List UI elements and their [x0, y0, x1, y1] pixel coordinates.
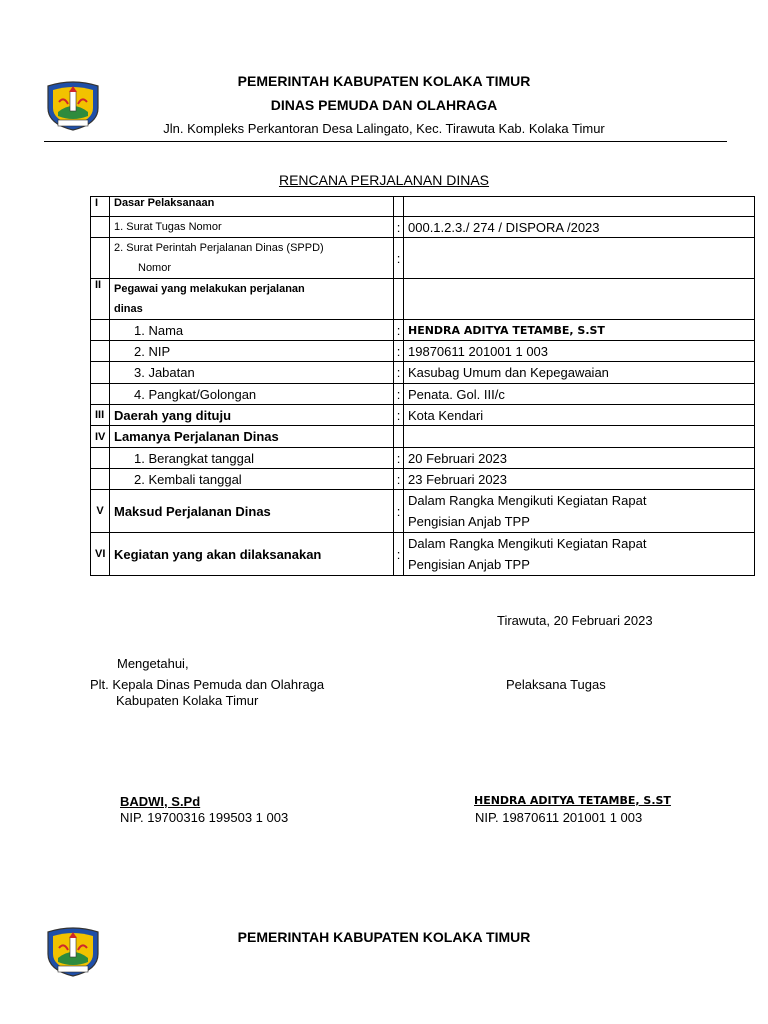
next-page-government-name: PEMERINTAH KABUPATEN KOLAKA TIMUR: [237, 929, 531, 945]
item-label-line: 2. Surat Perintah Perjalanan Dinas (SPPD): [114, 242, 324, 254]
colon: :: [394, 448, 404, 469]
colon: :: [394, 405, 404, 426]
item-label: 1. Berangkat tanggal: [110, 448, 394, 469]
left-signer-name: BADWI, S.Pd: [120, 794, 201, 809]
colon: :: [394, 238, 404, 279]
left-signer-position: Plt. Kepala Dinas Pemuda dan Olahraga: [90, 677, 325, 692]
number-cell: [91, 320, 110, 341]
item-value: 20 Februari 2023: [404, 448, 755, 469]
number-cell: [91, 469, 110, 490]
section-number: VI: [91, 533, 110, 576]
item-value: Kasubag Umum dan Kepegawaian: [404, 362, 755, 384]
number-cell: [91, 217, 110, 238]
header-address: Jln. Kompleks Perkantoran Desa Lalingato, Kec. Tirawuta Kab. Kolaka Timur: [163, 121, 605, 136]
table-row: [91, 469, 755, 490]
section-label: Kegiatan yang akan dilaksanakan: [110, 533, 394, 576]
item-value-line: Dalam Rangka Mengikuti Kegiatan Rapat: [408, 536, 647, 551]
section-number: II: [91, 279, 110, 320]
item-value: Kota Kendari: [404, 405, 755, 426]
value-cell: [404, 426, 755, 448]
section-label: [110, 279, 394, 320]
left-signer-region: Kabupaten Kolaka Timur: [116, 693, 259, 708]
number-cell: [91, 341, 110, 362]
table-row: [91, 362, 755, 384]
header-government-name: PEMERINTAH KABUPATEN KOLAKA TIMUR: [237, 73, 531, 89]
table-row: [91, 490, 755, 533]
number-cell: [91, 384, 110, 405]
table-row: [91, 405, 755, 426]
section-number: IV: [91, 426, 110, 448]
item-label: 1. Surat Tugas Nomor: [110, 217, 394, 238]
colon: :: [394, 490, 404, 533]
table-row: [91, 533, 755, 576]
table-row: [91, 217, 755, 238]
item-label: 2. Kembali tanggal: [110, 469, 394, 490]
section-label-line: Pegawai yang melakukan perjalanan: [114, 283, 305, 295]
item-label: 3. Jabatan: [110, 362, 394, 384]
colon: :: [394, 362, 404, 384]
colon: :: [394, 533, 404, 576]
header-department-name: DINAS PEMUDA DAN OLAHRAGA: [270, 97, 498, 113]
separator-cell: [394, 426, 404, 448]
header-divider: [44, 141, 727, 142]
item-label: [110, 238, 394, 279]
item-value: 23 Februari 2023: [404, 469, 755, 490]
section-number: I: [91, 197, 110, 217]
right-signer-name: HENDRA ADITYA TETAMBE, S.ST: [474, 794, 671, 807]
item-label: 1. Nama: [110, 320, 394, 341]
colon: :: [394, 469, 404, 490]
item-label: 2. NIP: [110, 341, 394, 362]
section-number: V: [91, 490, 110, 533]
item-value: [404, 533, 755, 576]
section-label: Maksud Perjalanan Dinas: [110, 490, 394, 533]
section-label: Daerah yang dituju: [110, 405, 394, 426]
section-number: III: [91, 405, 110, 426]
item-label-line: Nomor: [138, 262, 172, 274]
item-value: HENDRA ADITYA TETAMBE, S.ST: [404, 320, 755, 341]
left-signer-nip: NIP. 19700316 199503 1 003: [120, 810, 289, 825]
value-cell: [404, 197, 755, 217]
table-row: [91, 341, 755, 362]
place-date: Tirawuta, 20 Februari 2023: [497, 613, 653, 628]
table-row: [91, 448, 755, 469]
item-value: 000.1.2.3./ 274 / DISPORA /2023: [404, 217, 755, 238]
table-row: [91, 279, 755, 320]
table-row: [91, 238, 755, 279]
section-label: Dasar Pelaksanaan: [110, 197, 394, 217]
separator-cell: [394, 279, 404, 320]
colon: :: [394, 341, 404, 362]
colon: :: [394, 384, 404, 405]
item-value: [404, 238, 755, 279]
item-value-line: Pengisian Anjab TPP: [408, 514, 530, 529]
right-signer-nip: NIP. 19870611 201001 1 003: [475, 810, 643, 825]
acknowledge-text: Mengetahui,: [117, 656, 189, 671]
table-row: [91, 426, 755, 448]
item-value-line: Pengisian Anjab TPP: [408, 557, 530, 572]
item-value: 19870611 201001 1 003: [404, 341, 755, 362]
item-value: Penata. Gol. III/c: [404, 384, 755, 405]
item-value-line: Dalam Rangka Mengikuti Kegiatan Rapat: [408, 493, 647, 508]
table-row: [91, 384, 755, 405]
right-signer-position: Pelaksana Tugas: [506, 677, 606, 692]
number-cell: [91, 238, 110, 279]
colon: :: [394, 217, 404, 238]
table-row: [91, 197, 755, 217]
table-row: [91, 320, 755, 341]
number-cell: [91, 362, 110, 384]
item-label: 4. Pangkat/Golongan: [110, 384, 394, 405]
document-title: RENCANA PERJALANAN DINAS: [278, 172, 490, 188]
value-cell: [404, 279, 755, 320]
section-label: Lamanya Perjalanan Dinas: [110, 426, 394, 448]
colon: :: [394, 320, 404, 341]
travel-plan-table: [90, 196, 755, 576]
number-cell: [91, 448, 110, 469]
separator-cell: [394, 197, 404, 217]
section-label-line: dinas: [114, 303, 143, 315]
item-value: [404, 490, 755, 533]
